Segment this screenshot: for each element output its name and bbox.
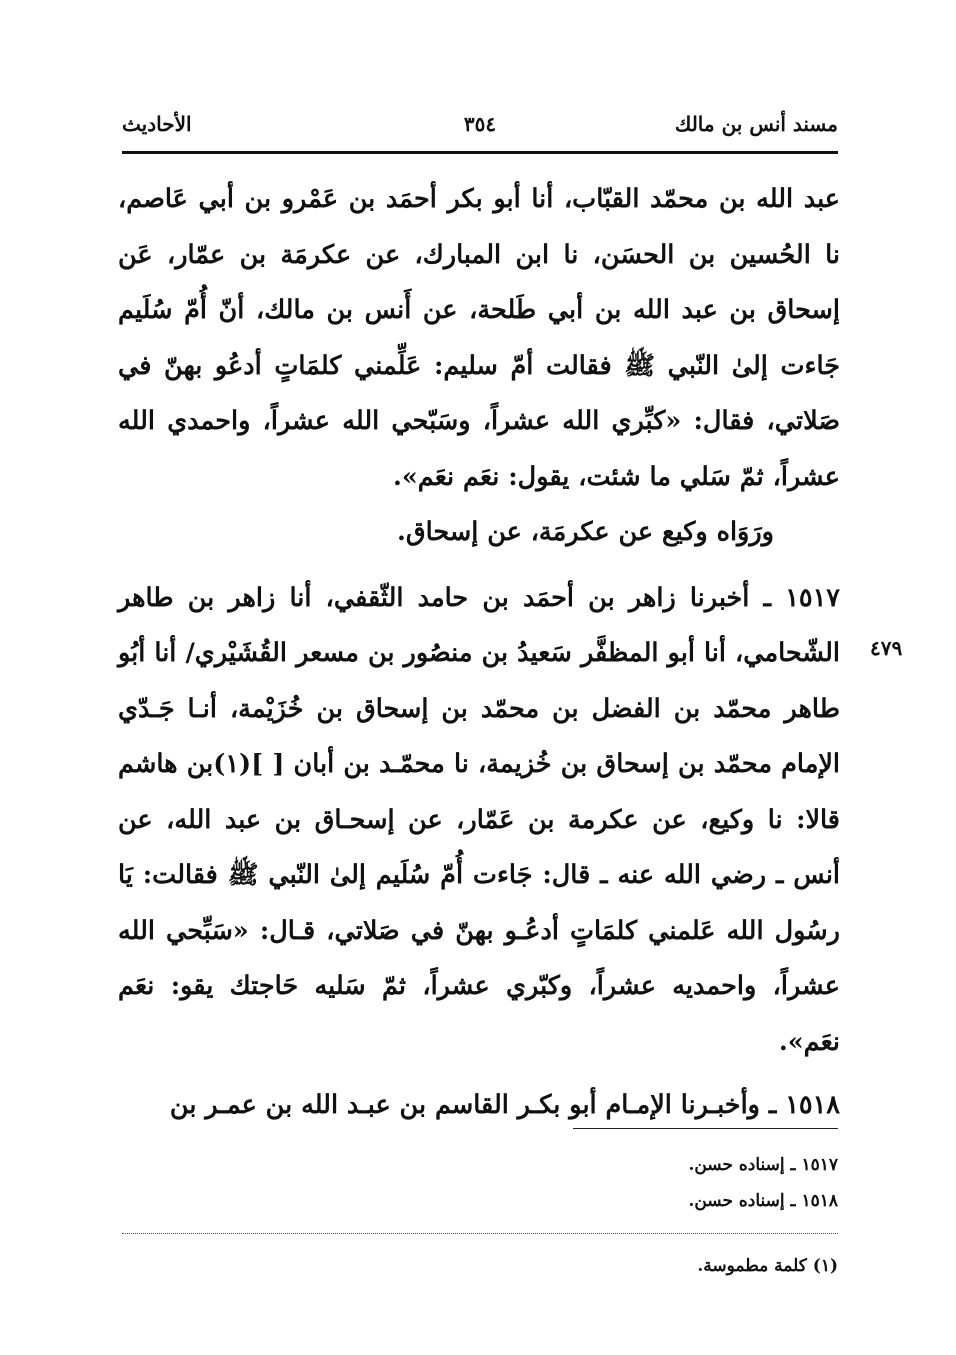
margin-page-reference: ٤٧٩ bbox=[870, 636, 903, 660]
paragraph-variant-note: ورَوَاه وكيع عن عكرمَة، عن إسحاق. bbox=[396, 517, 774, 547]
footnotes bbox=[573, 1147, 838, 1219]
footnote-separator bbox=[573, 1128, 838, 1129]
paragraph-hadith-1518: ١٥١٨ ـ وأخبـرنا الإمـام أبو بكـر القاسم بن عبـد الله بن عمـر بن bbox=[169, 1090, 840, 1120]
page-number: ٣٥٤ bbox=[463, 112, 497, 136]
paragraph-hadith-1517: ١٥١٧ ـ أخبرنا زاهر بن أحمَد بن حامد الثّقفي، أنا زاهر بن طاهر الشّحامي، أنا أبو المظفَّر سَعيدُ بن منصُور بن مسعر القُشَيْري/ أنا أبُو طاهر محمّد بن الفضل بن محمّد بن إسحاق بن خُزَيْمة، أنـا جَـدّي الإمام محمّد بن إسحاق بن خُزيمة، نا محمّـد بن أبان [ ](١)بن هاشم قالا: نا وكيع، عن عكرمة بن عَمّار، عن إسحـاق بن عبد الله، عن أنس ـ رضي الله عنه ـ قال: جَاءت أُمّ سُلَيم إلىٰ النّبي ﷺ فقالت: يَا رسُول الله عَلمني كلمَاتٍ أدعُـو بهنّ في صَلاتي، قـال: «سَبِّحي الله عشراً، واحمديه عشراً، وكبّري عشراً، ثمّ سَليه حَاجتك يقو: نعَم نعَم». bbox=[118, 582, 840, 1057]
main-text bbox=[118, 172, 840, 1134]
header-rule bbox=[122, 151, 838, 154]
note-1: (١) كلمة مطموسة. bbox=[697, 1256, 838, 1276]
section-title: الأحاديث bbox=[122, 112, 192, 136]
book-title: مسند أنس بن مالك bbox=[674, 112, 838, 136]
editor-notes bbox=[573, 1250, 838, 1282]
paragraph-hadith-chain: عبد الله بن محمّد القبّاب، أنا أبو بكر أحمَد بن عَمْرو بن أبي عَاصم، نا الحُسين بن الحسَن، نا ابن المبارك، عن عكرمَة بن عمّار، عَن إسحاق بن عبد الله بن أبي طَلحة، عن أَنس بن مالك، أنّ أُمّ سُلَيم جَاءت إلىٰ النّبي ﷺ فقالت أمّ سليم: عَلِّمني كلمَاتٍ أدعُو بهنّ في صَلاتي، فقال: «كبِّري الله عشراً، وسَبّحي الله عشراً، واحمدي الله عشراً، ثمّ سَلي ما شئت، يقول: نعَم نعَم». bbox=[118, 184, 840, 492]
running-header bbox=[122, 112, 838, 152]
notes-separator bbox=[122, 1233, 838, 1234]
footnote-1518: ١٥١٨ ـ إسناده حسن. bbox=[688, 1191, 838, 1211]
footnote-1517: ١٥١٧ ـ إسناده حسن. bbox=[688, 1155, 838, 1175]
